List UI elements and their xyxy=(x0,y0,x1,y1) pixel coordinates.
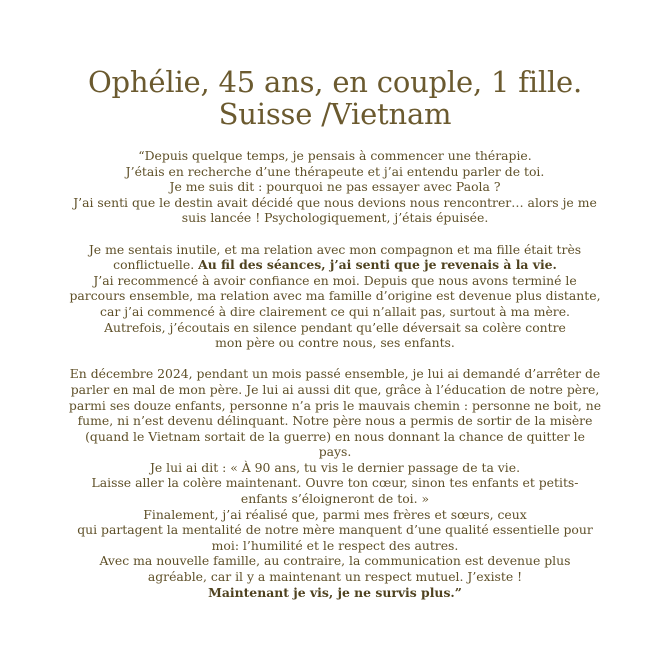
paragraph-3 xyxy=(52,366,618,600)
paragraph-gap xyxy=(52,226,618,242)
text-line: Je me suis dit : pourquoi ne pas essayer avec Paola ? xyxy=(169,179,501,195)
page-title xyxy=(52,66,618,130)
text-line xyxy=(52,257,618,273)
testimonial-body xyxy=(52,148,618,600)
closing-highlight: Maintenant je vis, je ne survis plus.” xyxy=(208,584,462,600)
text-line: Avec ma nouvelle famille, au contraire, la communication est devenue plus xyxy=(99,553,571,569)
text-line: suis lancée ! Psychologiquement, j’étais épuisée. xyxy=(181,210,489,226)
text-line: “Depuis quelque temps, je pensais à commencer une thérapie. xyxy=(138,148,532,163)
title-line-2: Suisse /Vietnam xyxy=(218,97,452,131)
text-line: Je me sentais inutile, et ma relation avec mon compagnon et ma fille était très xyxy=(88,241,582,257)
paragraph-2 xyxy=(52,242,618,351)
paragraph-1 xyxy=(52,148,618,226)
text-line: enfants s’éloigneront de toi. » xyxy=(240,491,430,507)
title-line-1: Ophélie, 45 ans, en couple, 1 fille. xyxy=(87,65,582,99)
text-line: Finalement, j’ai réalisé que, parmi mes frères et sœurs, ceux xyxy=(143,506,527,522)
text-line: qui partagent la mentalité de notre mère manquent d’une qualité essentielle pour xyxy=(77,522,593,538)
highlight-text: Au fil des séances, j’ai senti que je revenais à la vie. xyxy=(198,257,557,273)
text-line: mon père ou contre nous, ses enfants. xyxy=(215,335,455,351)
text-line: agréable, car il y a maintenant un respect mutuel. J’existe ! xyxy=(147,569,523,585)
text-line: Autrefois, j’écoutais en silence pendant qu’elle déversait sa colère contre xyxy=(104,319,566,335)
text-line: car j’ai commencé à dire clairement ce qui n’allait pas, surtout à ma mère. xyxy=(100,303,570,319)
text-line: Laisse aller la colère maintenant. Ouvre ton cœur, sinon tes enfants et petits- xyxy=(91,475,579,491)
text-segment: conflictuelle. xyxy=(113,257,199,273)
text-line: Je lui ai dit : « À 90 ans, tu vis le dernier passage de ta vie. xyxy=(149,459,521,475)
text-line: (quand le Vietnam sortait de la guerre) en nous donnant la chance de quitter le xyxy=(85,428,585,444)
text-line: moi: l’humilité et le respect des autres. xyxy=(211,537,459,553)
text-line: J’ai senti que le destin avait décidé que nous devions nous rencontrer… alors je me xyxy=(73,194,597,210)
text-line: En décembre 2024, pendant un mois passé ensemble, je lui ai demandé d’arrêter de xyxy=(69,366,601,382)
text-line: parcours ensemble, ma relation avec ma famille d’origine est devenue plus distante, xyxy=(69,288,601,304)
text-line: parmi ses douze enfants, personne n’a pris le mauvais chemin : personne ne boit, ne xyxy=(68,397,602,413)
text-line: fume, ni n’est devenu délinquant. Notre père nous a permis de sortir de la misère xyxy=(77,413,593,429)
paragraph-gap xyxy=(52,351,618,367)
text-line: pays. xyxy=(318,444,352,460)
text-line: parler en mal de mon père. Je lui ai aussi dit que, grâce à l’éducation de notre père, xyxy=(70,381,600,397)
text-line: J’ai recommencé à avoir confiance en moi. Depuis que nous avons terminé le xyxy=(93,272,577,288)
text-line: J’étais en recherche d’une thérapeute et j’ai entendu parler de toi. xyxy=(125,163,545,179)
